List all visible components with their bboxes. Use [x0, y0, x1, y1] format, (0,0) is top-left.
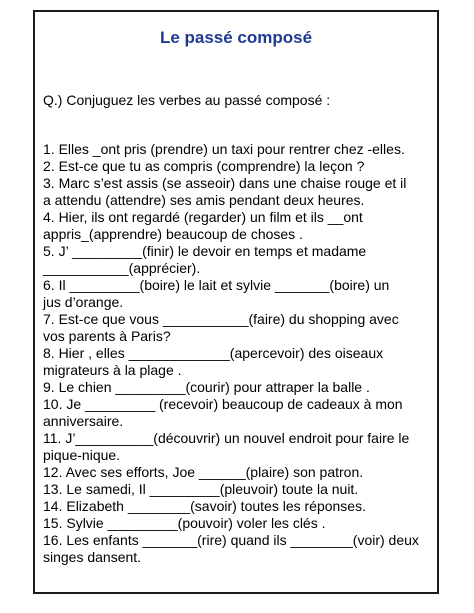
page-title: Le passé composé [159, 28, 313, 47]
exercise-list [43, 141, 433, 566]
exercise-line-2: 2. Est-ce que tu as compris (comprendre) la leçon ? [43, 158, 365, 174]
exercise-line-6: 6. Il _________(boire) le lait et sylvie _______(boire) un [43, 277, 390, 293]
exercise-line-15: 15. Sylvie _________(pouvoir) voler les clés . [43, 515, 326, 531]
exercise-line-10: 10. Je _________ (recevoir) beaucoup de cadeaux à mon [43, 396, 403, 412]
exercise-line-4: 4. Hier, ils ont regardé (regarder) un film et ils __ont [43, 209, 363, 225]
exercise-line-4-cont: appris_(apprendre) beaucoup de choses . [43, 226, 303, 242]
exercise-line-5-cont: ___________(apprécier). [43, 260, 201, 276]
exercise-line-3: 3. Marc s’est assis (se asseoir) dans une chaise rouge et il [43, 175, 407, 191]
exercise-line-11-cont: pique-nique. [43, 447, 121, 463]
exercise-line-10-cont: anniversaire. [43, 413, 124, 429]
exercise-line-1: 1. Elles _ont pris (prendre) un taxi pour rentrer chez -elles. [43, 141, 405, 157]
exercise-line-7: 7. Est-ce que vous ___________(faire) du shopping avec [43, 311, 399, 327]
exercise-line-16-cont: singes dansent. [43, 549, 142, 565]
worksheet-frame [33, 10, 439, 594]
exercise-line-11: 11. J’__________(découvrir) un nouvel endroit pour faire le [43, 430, 410, 446]
exercise-line-9: 9. Le chien _________(courir) pour attraper la balle . [43, 379, 370, 395]
exercise-line-5: 5. J’ _________(finir) le devoir en temps et madame [43, 243, 367, 259]
exercise-line-13: 13. Le samedi, Il _________(pleuvoir) toute la nuit. [43, 481, 359, 497]
exercise-line-12: 12. Avec ses efforts, Joe ______(plaire) son patron. [43, 464, 364, 480]
exercise-line-8-cont: migrateurs à la plage . [43, 362, 182, 378]
exercise-line-3-cont: a attendu (attendre) ses amis pendant deux heures. [43, 192, 365, 208]
exercise-line-14: 14. Elizabeth ________(savoir) toutes les réponses. [43, 498, 366, 514]
exercise-line-7-cont: vos parents à Paris? [43, 328, 171, 344]
exercise-line-16: 16. Les enfants _______(rire) quand ils ________(voir) deux [43, 532, 419, 548]
instruction-text: Q.) Conjuguez les verbes au passé composé : [43, 92, 331, 108]
exercise-line-8: 8. Hier , elles _____________(apercevoir) des oiseaux [43, 345, 384, 361]
exercise-line-6-cont: jus d’orange. [43, 294, 124, 310]
